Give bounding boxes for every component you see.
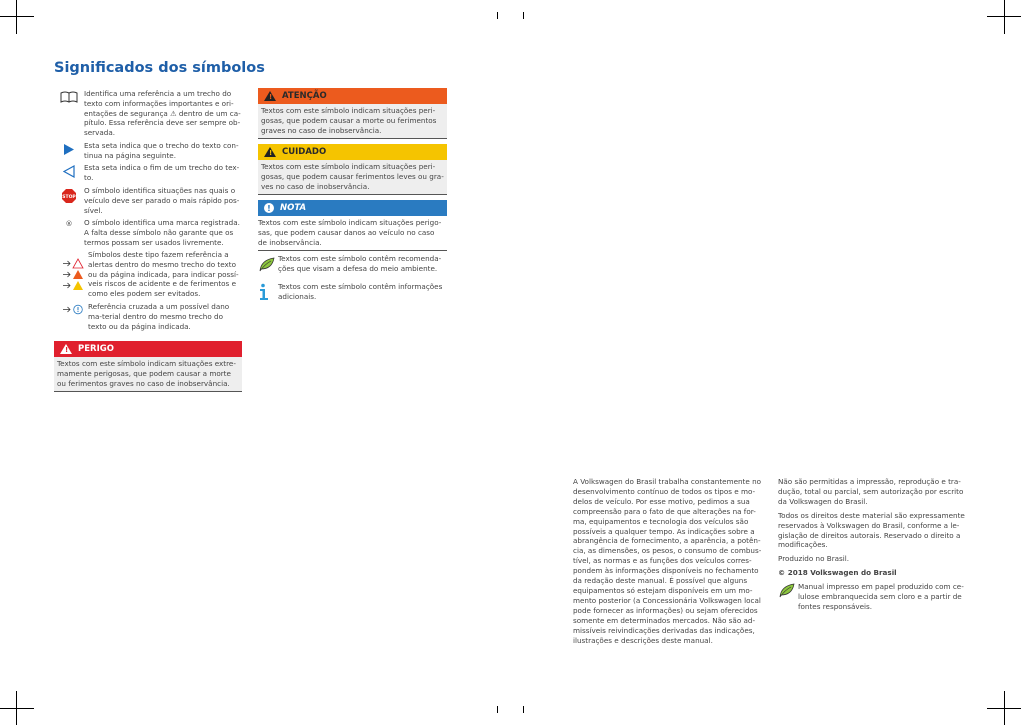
environment-text: Textos com este símbolo contêm recomenda-ções que visam a defesa do meio ambiente. [278,254,442,273]
exclamation-circle-icon: ! [264,203,274,213]
registered-mark-icon: ® [65,220,73,228]
atencao-text: Textos com este símbolo indicam situações peri-gosas, que podem causar a morte ou ferimentos graves no caso de inobservância. [258,104,447,139]
symbol-row [54,218,242,247]
crop-mark [16,0,17,34]
symbol-text: O símbolo identifica uma marca registrada. A falta desse símbolo não garante que os termos possam ser usados livremente. [84,218,240,247]
book-icon [54,89,84,138]
crop-mark [1004,691,1005,725]
stop-sign-text: STOP [62,195,76,200]
cuidado-header [258,144,447,160]
arrow-right-icon [54,141,84,161]
symbol-row [54,141,242,161]
perigo-box [54,341,242,392]
symbol-row [54,163,242,183]
symbol-row [54,89,242,138]
symbol-text: O símbolo identifica situações nas quais o veículo deve ser parado o mais rápido pos-sível. [84,186,240,215]
leaf-icon [778,582,798,612]
nota-box [258,200,447,251]
symbol-text: Identifica uma referência a um trecho do texto com informações importantes e ori-entações de segurança ⚠ dentro de um ca-pítulo. Essa referência deve ser sempre ob-servada. [84,89,241,138]
symbol-row [54,186,242,215]
cuidado-text: Textos com este símbolo indicam situações peri-gosas, que podem causar ferimentos leves ou gra-ves no caso de inobservância. [258,160,447,195]
legal-paragraph: Todos os direitos deste material são expressamente reservados à Volkswagen do Brasil, conforme a le-gislação de direitos autorais. Reservado o direito a modificações. [778,510,965,550]
paper-note-text: Manual impresso em papel produzido com ce-lulose embranquecida sem cloro e a partir de fontes responsáveis. [798,582,964,611]
symbol-text: Símbolos deste tipo fazem referência a alertas dentro do mesmo trecho do texto ou da página indicada, para indicar possí-veis riscos de acidente e de ferimentos e como eles podem ser evitados. [88,250,239,299]
warning-triangle-icon: ! [60,344,72,354]
legal-text-column-2 [778,477,966,612]
arrow-left-outline-icon [54,163,84,183]
nota-header [258,200,447,216]
page-title: Significados dos símbolos [54,60,265,76]
warning-triangle-icon: ! [264,147,276,157]
crop-mark [16,691,17,725]
perigo-header [54,341,242,357]
legal-text-column-1: A Volkswagen do Brasil trabalha constantemente no desenvolvimento contínuo de todos os tipos e mo-delos de veículo. Por esse motivo, pedimos a sua compreensão para o fato de que alterações na for-ma, equipamentos e tecnologia dos veículos são possíveis a qualquer tempo. As indicações sobre a abrangência de fornecimento, a aparência, a potên-cia, as dimensões, os pesos, o consumo de combus-tível, as normas e as funções dos veículos corres-pondem às informações disponíveis no fechamento da redação deste manual. É possível que alguns equipamentos só estejam disponíveis em um mo-mento posterior (a Concessionária Volkswagen local pode fornecer as informações) ou sejam oferecidos somente em determinados mercados. Não são ad-missíveis reivindicações derivadas das indicações, ilustrações e descrições deste manual. [573,477,762,645]
info-icon [258,282,278,305]
atencao-label: ATENÇÃO [282,91,327,101]
warning-triangle-icon: ! [264,91,276,101]
environment-note [258,254,447,276]
leaf-icon [258,254,278,276]
nota-label: NOTA [280,203,307,213]
cross-reference-warning-icons [54,250,88,299]
symbol-row [54,250,242,299]
stop-sign-icon [54,186,84,215]
perigo-label: PERIGO [78,344,114,354]
nota-text: Textos com este símbolo indicam situações perigo-sas, que podem causar danos ao veículo no caso de inobservância. [258,216,447,251]
paper-note [778,582,966,612]
symbol-text: Esta seta indica que o trecho do texto con-tinua na página seguinte. [84,141,239,160]
info-note [258,282,447,305]
copyright-line: © 2018 Volkswagen do Brasil [778,568,897,578]
atencao-box [258,88,447,139]
symbol-row [54,302,242,331]
crop-mark [497,706,498,713]
crop-mark [497,12,498,19]
crop-mark [523,706,524,713]
crop-mark [0,16,34,17]
symbol-text: Esta seta indica o fim de um trecho do tex-to. [84,163,240,182]
crop-mark [1004,0,1005,34]
atencao-header [258,88,447,104]
legal-paragraph: Não são permitidas a impressão, reprodução e tra-dução, total ou parcial, sem autorização por escrito da Volkswagen do Brasil. [778,477,964,506]
cuidado-box [258,144,447,195]
cross-reference-damage-icon [54,302,88,331]
crop-mark [0,708,34,709]
info-text: Textos com este símbolo contêm informações adicionais. [278,282,443,301]
cuidado-label: CUIDADO [282,147,327,157]
legal-paragraph: Produzido no Brasil. [778,554,850,564]
symbol-text: Referência cruzada a um possível dano ma-terial dentro do mesmo trecho do texto ou da página indicada. [88,302,230,331]
crop-mark [523,12,524,19]
perigo-text: Textos com este símbolo indicam situações extre-mamente perigosas, que podem causar a morte ou ferimentos graves no caso de inobservância. [54,357,242,392]
